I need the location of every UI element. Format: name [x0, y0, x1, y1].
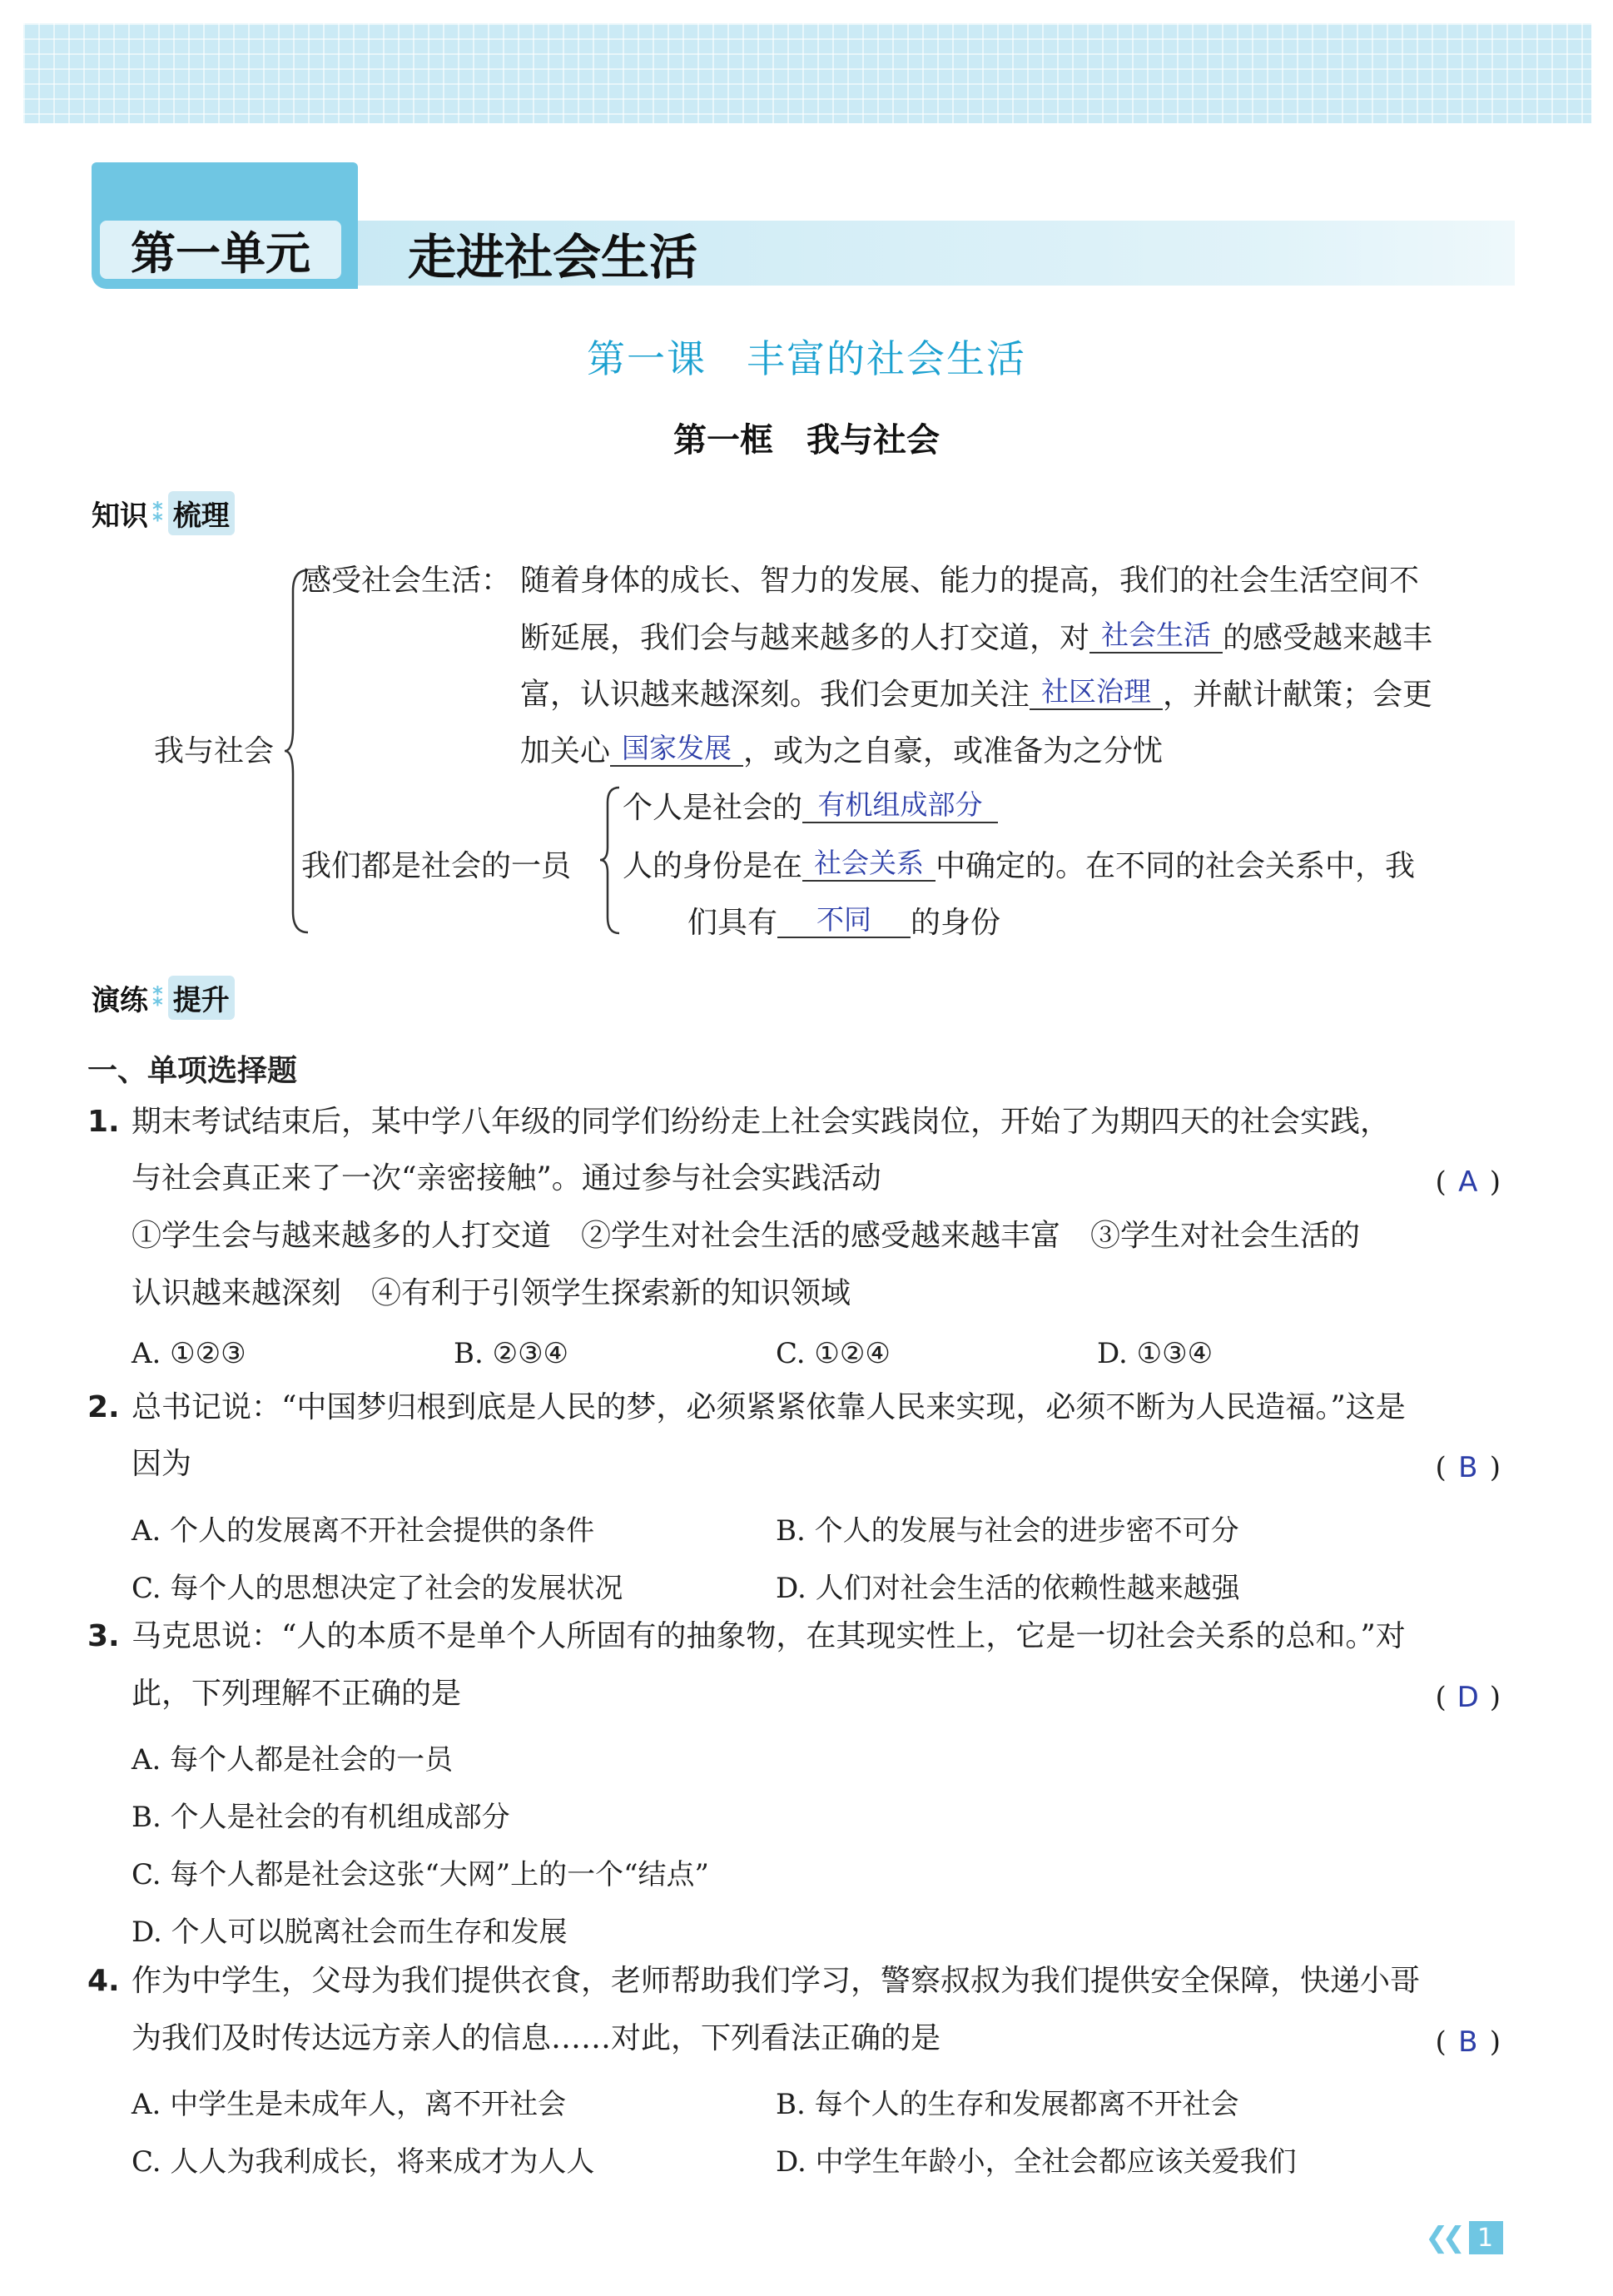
option-d[interactable]: D. 个人可以脱离社会而生存和发展	[132, 1916, 568, 1949]
line-text: ，或为之自豪，或准备为之分忧	[743, 734, 1164, 768]
section-heading: 一、单项选择题	[87, 1054, 298, 1088]
line-text: 的身份	[911, 906, 1001, 940]
page-number-value: 1	[1469, 2221, 1503, 2254]
question-4-line-1: 作为中学生，父母为我们提供衣食，老师帮助我们学习，警察叔叔为我们提供安全保障，快递小哥	[132, 1964, 1421, 1998]
paren-right: )	[1489, 1451, 1501, 1484]
knowledge-line-3	[520, 675, 1433, 713]
answer-letter: B	[1458, 2025, 1478, 2059]
option-d[interactable]: D. 人们对社会生活的依赖性越来越强	[776, 1572, 1240, 1605]
answer-blank: 不同	[777, 906, 911, 938]
line-text: 个人是社会的	[623, 791, 803, 825]
answer-letter: A	[1458, 1165, 1478, 1199]
double-chevron-left-icon: ❮❮	[1425, 2221, 1459, 2254]
answer-blank: 国家发展	[610, 734, 743, 767]
option-a[interactable]: A. 中学生是未成年人，离不开社会	[132, 2088, 567, 2121]
question-number: 2.	[87, 1390, 120, 1424]
option-c[interactable]: C. 每个人都是社会这张“大网”上的一个“结点”	[132, 1858, 709, 1891]
question-4-number	[87, 1966, 120, 1996]
inner-brace-icon	[598, 784, 624, 937]
answer-blank: 有机组成部分	[802, 791, 998, 823]
option-a[interactable]: A. 每个人都是社会的一员	[132, 1743, 454, 1777]
lesson-title: 第一课 丰富的社会生活	[587, 336, 1026, 381]
paren-left: (	[1435, 1165, 1447, 1199]
knowledge-badge	[92, 491, 235, 535]
header-band	[23, 23, 1591, 123]
knowledge-line-2	[520, 619, 1433, 657]
knowledge-line-4	[520, 732, 1164, 770]
paren-right: )	[1489, 1165, 1501, 1199]
branch-label-feel: 感受社会生活：	[301, 564, 512, 598]
question-4-answer	[1435, 2025, 1501, 2059]
badge-separator-icon: ⁑	[151, 983, 165, 1012]
page-number	[1425, 2221, 1503, 2254]
knowledge-line-1: 随着身体的成长、智力的发展、能力的提高，我们的社会生活空间不	[520, 564, 1420, 598]
unit-tab	[92, 162, 358, 289]
line-text: 加关心	[520, 734, 611, 768]
answer-blank: 社会关系	[802, 849, 936, 882]
answer-blank: 社会生活	[1089, 621, 1223, 654]
answer-letter: B	[1458, 1451, 1478, 1484]
unit-title: 走进社会生活	[408, 229, 698, 286]
question-2-number	[87, 1390, 120, 1424]
option-b[interactable]: B. 每个人的生存和发展都离不开社会	[776, 2088, 1239, 2121]
option-d[interactable]: D. 中学生年龄小，全社会都应该关爱我们	[776, 2145, 1297, 2179]
knowledge-sub-2	[623, 847, 1416, 885]
line-text: 们具有	[687, 906, 778, 940]
question-3-line-1: 马克思说：“人的本质不是单个人所固有的抽象物，在其现实性上，它是一切社会关系的总和。”对	[132, 1619, 1406, 1653]
option-c[interactable]: C. ①②④	[776, 1337, 891, 1370]
paren-right: )	[1489, 2025, 1501, 2059]
badge-part-a: 知识	[92, 499, 148, 533]
practice-badge	[92, 976, 235, 1020]
question-number: 3.	[87, 1619, 120, 1653]
question-1-line-1: 期末考试结束后，某中学八年级的同学们纷纷走上社会实践岗位，开始了为期四天的社会实践，	[132, 1105, 1391, 1139]
frame-title: 第一框 我与社会	[673, 421, 940, 460]
option-d[interactable]: D. ①③④	[1097, 1337, 1213, 1370]
question-number: 1.	[87, 1105, 120, 1139]
badge-part-b: 梳理	[168, 491, 235, 535]
option-c[interactable]: C. 人人为我利成长，将来成才为人人	[132, 2145, 595, 2179]
option-b[interactable]: B. 个人的发展与社会的进步密不可分	[776, 1514, 1239, 1548]
question-1-line-4: 认识越来越深刻 ④有利于引领学生探索新的知识领域	[132, 1276, 851, 1310]
answer-letter: D	[1457, 1681, 1479, 1714]
branch-label-member: 我们都是社会的一员	[301, 849, 572, 883]
question-1-answer	[1435, 1165, 1501, 1199]
question-2-answer	[1435, 1451, 1501, 1484]
question-3-answer	[1435, 1681, 1501, 1714]
question-1-line-2: 与社会真正来了一次“亲密接触”。通过参与社会实践活动	[132, 1161, 881, 1195]
question-1-number	[87, 1107, 120, 1137]
question-2-line-1: 总书记说：“中国梦归根到底是人民的梦，必须紧紧依靠人民来实现，必须不断为人民造福。”这是	[132, 1390, 1406, 1424]
knowledge-sub-1	[623, 788, 998, 827]
line-text: 富，认识越来越深刻。我们会更加关注	[520, 678, 1030, 712]
answer-blank: 社区治理	[1030, 678, 1163, 710]
option-a[interactable]: A. 个人的发展离不开社会提供的条件	[132, 1514, 595, 1548]
question-1-line-3: ①学生会与越来越多的人打交道 ②学生对社会生活的感受越来越丰富 ③学生对社会生活的	[132, 1219, 1361, 1253]
question-3-line-2: 此，下列理解不正确的是	[132, 1677, 462, 1711]
option-c[interactable]: C. 每个人的思想决定了社会的发展状况	[132, 1572, 623, 1605]
line-text: 的感受越来越丰	[1223, 621, 1433, 655]
question-3-number	[87, 1619, 120, 1653]
badge-separator-icon: ⁑	[151, 499, 165, 528]
mind-map-root: 我与社会	[154, 734, 275, 768]
badge-part-a: 演练	[92, 984, 148, 1017]
knowledge-sub-3	[687, 903, 1001, 942]
unit-header	[92, 162, 1423, 287]
question-2-line-2: 因为	[132, 1447, 192, 1481]
paren-left: (	[1435, 1451, 1447, 1484]
option-b[interactable]: B. 个人是社会的有机组成部分	[132, 1801, 510, 1834]
line-text: 断延展，我们会与越来越多的人打交道，对	[520, 621, 1090, 655]
question-number: 4.	[87, 1964, 120, 1998]
unit-label: 第一单元	[100, 221, 341, 279]
paren-left: (	[1435, 2025, 1447, 2059]
option-b[interactable]: B. ②③④	[454, 1337, 569, 1370]
paren-left: (	[1435, 1681, 1447, 1714]
option-a[interactable]: A. ①②③	[132, 1337, 246, 1370]
badge-part-b: 提升	[168, 976, 235, 1020]
line-text: 中确定的。在不同的社会关系中，我	[936, 849, 1416, 883]
line-text: 人的身份是在	[623, 849, 803, 883]
paren-right: )	[1489, 1681, 1501, 1714]
line-text: ，并献计献策；会更	[1163, 678, 1433, 712]
question-4-line-2: 为我们及时传达远方亲人的信息……对此，下列看法正确的是	[132, 2021, 941, 2055]
